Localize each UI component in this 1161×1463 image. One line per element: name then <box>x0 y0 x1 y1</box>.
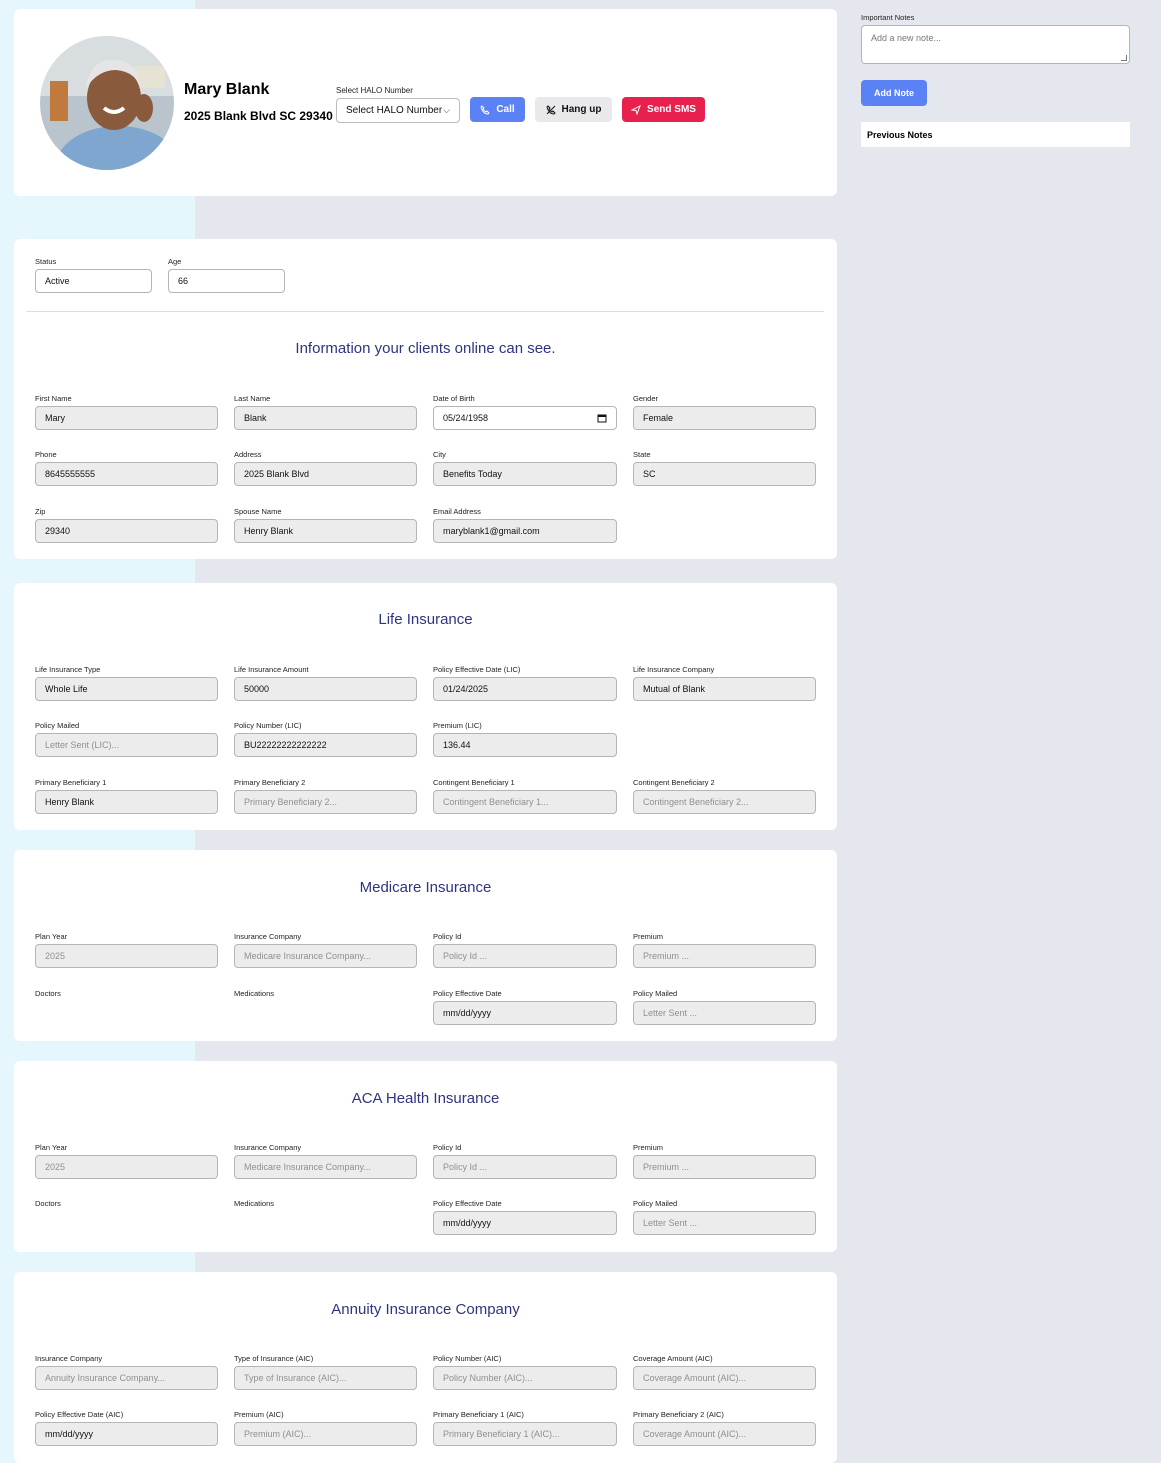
annuity-primary-beneficiary-1-field <box>433 1410 617 1446</box>
address-field <box>234 450 417 486</box>
aca-plan-year-field <box>35 1143 218 1179</box>
primary-beneficiary-1-label: Primary Beneficiary 1 <box>35 778 107 787</box>
calendar-icon[interactable] <box>597 413 607 423</box>
policy-mailed-lic-input[interactable]: Letter Sent (LIC)... <box>35 733 218 757</box>
medicare-doctors-label: Doctors <box>35 989 61 998</box>
aca-insurance-company-label: Insurance Company <box>234 1143 302 1152</box>
email-field <box>433 507 617 543</box>
aca-insurance-company-field <box>234 1143 417 1179</box>
medicare-plan-year-label: Plan Year <box>35 932 68 941</box>
aca-health-insurance-card <box>14 1061 837 1252</box>
first-name-label: First Name <box>35 394 72 403</box>
annuity-coverage-amount-field <box>633 1354 816 1390</box>
status-field <box>35 257 152 293</box>
annuity-coverage-amount-input[interactable]: Coverage Amount (AIC)... <box>633 1366 816 1390</box>
halo-number-label: Select HALO Number <box>336 86 413 95</box>
aca-premium-field <box>633 1143 816 1179</box>
aca-health-insurance-title: ACA Health Insurance <box>351 1090 500 1107</box>
last-name-field <box>234 394 417 430</box>
annuity-type-of-insurance-field <box>234 1354 417 1390</box>
resize-handle-icon[interactable] <box>1121 55 1127 61</box>
gender-label: Gender <box>633 394 659 403</box>
medicare-plan-year-field <box>35 932 218 968</box>
contingent-beneficiary-1-label: Contingent Beneficiary 1 <box>433 778 515 787</box>
aca-plan-year-label: Plan Year <box>35 1143 68 1152</box>
contingent-beneficiary-2-label: Contingent Beneficiary 2 <box>633 778 715 787</box>
annuity-primary-beneficiary-1-input[interactable]: Primary Beneficiary 1 (AIC)... <box>433 1422 617 1446</box>
first-name-input[interactable]: Mary <box>35 406 218 430</box>
annuity-insurance-title: Annuity Insurance Company <box>331 1301 520 1318</box>
annuity-coverage-amount-label: Coverage Amount (AIC) <box>633 1354 713 1363</box>
avatar <box>40 36 174 170</box>
annuity-policy-effective-date-label: Policy Effective Date (AIC) <box>35 1410 124 1419</box>
first-name-field <box>35 394 218 430</box>
gender-input[interactable]: Female <box>633 406 816 430</box>
annuity-primary-beneficiary-1-label: Primary Beneficiary 1 (AIC) <box>433 1410 524 1419</box>
address-label: Address <box>234 450 262 459</box>
annuity-primary-beneficiary-2-input[interactable]: Coverage Amount (AIC)... <box>633 1422 816 1446</box>
medicare-policy-mailed-field <box>633 989 816 1025</box>
call-button-label: Call <box>496 104 515 115</box>
city-field <box>433 450 617 486</box>
client-info-title: Information your clients online can see. <box>295 340 556 357</box>
annuity-insurance-company-field <box>35 1354 218 1390</box>
zip-label: Zip <box>35 507 46 516</box>
halo-number-select[interactable] <box>336 98 460 123</box>
medicare-premium-field <box>633 932 816 968</box>
annuity-premium-field <box>234 1410 417 1446</box>
primary-beneficiary-1-field <box>35 778 218 814</box>
state-input[interactable]: SC <box>633 462 816 486</box>
policy-number-lic-label: Policy Number (LIC) <box>234 721 302 730</box>
last-name-input[interactable]: Blank <box>234 406 417 430</box>
halo-number-selected-value: Select HALO Number <box>346 105 443 116</box>
annuity-type-of-insurance-input[interactable]: Type of Insurance (AIC)... <box>234 1366 417 1390</box>
life-insurance-company-input[interactable]: Mutual of Blank <box>633 677 816 701</box>
medicare-plan-year-input[interactable]: 2025 <box>35 944 218 968</box>
medicare-premium-input[interactable]: Premium ... <box>633 944 816 968</box>
annuity-policy-number-field <box>433 1354 617 1390</box>
life-insurance-amount-input[interactable]: 50000 <box>234 677 417 701</box>
aca-medications-label: Medications <box>234 1199 275 1208</box>
life-insurance-company-field <box>633 665 816 701</box>
contingent-beneficiary-2-input[interactable]: Contingent Beneficiary 2... <box>633 790 816 814</box>
aca-policy-effective-date-input[interactable]: mm/dd/yyyy <box>433 1211 617 1235</box>
note-textarea[interactable] <box>861 25 1130 64</box>
phone-icon <box>480 105 490 115</box>
annuity-type-of-insurance-label: Type of Insurance (AIC) <box>234 1354 314 1363</box>
state-field <box>633 450 816 486</box>
premium-lic-label: Premium (LIC) <box>433 721 482 730</box>
aca-premium-label: Premium <box>633 1143 664 1152</box>
annuity-policy-effective-date-field <box>35 1410 218 1446</box>
annuity-policy-number-label: Policy Number (AIC) <box>433 1354 502 1363</box>
add-note-button[interactable]: Add Note <box>861 80 927 106</box>
medicare-policy-mailed-input[interactable]: Letter Sent ... <box>633 1001 816 1025</box>
send-sms-button[interactable] <box>622 97 705 122</box>
date-of-birth-field <box>433 394 617 430</box>
medicare-medications-label: Medications <box>234 989 275 998</box>
policy-effective-date-lic-field <box>433 665 617 701</box>
date-of-birth-input[interactable] <box>433 406 617 430</box>
medicare-policy-mailed-label: Policy Mailed <box>633 989 678 998</box>
address-input[interactable]: 2025 Blank Blvd <box>234 462 417 486</box>
annuity-policy-number-input[interactable]: Policy Number (AIC)... <box>433 1366 617 1390</box>
aca-plan-year-input[interactable]: 2025 <box>35 1155 218 1179</box>
policy-effective-date-lic-input[interactable]: 01/24/2025 <box>433 677 617 701</box>
aca-doctors-label: Doctors <box>35 1199 61 1208</box>
aca-policy-id-input[interactable]: Policy Id ... <box>433 1155 617 1179</box>
life-insurance-company-label: Life Insurance Company <box>633 665 715 674</box>
annuity-insurance-company-input[interactable]: Annuity Insurance Company... <box>35 1366 218 1390</box>
medicare-insurance-title: Medicare Insurance <box>359 879 492 896</box>
zip-input[interactable]: 29340 <box>35 519 218 543</box>
contingent-beneficiary-2-field <box>633 778 816 814</box>
phone-label: Phone <box>35 450 57 459</box>
contingent-beneficiary-1-field <box>433 778 617 814</box>
policy-number-lic-field <box>234 721 417 757</box>
policy-number-lic-input[interactable]: BU22222222222222 <box>234 733 417 757</box>
contingent-beneficiary-1-input[interactable]: Contingent Beneficiary 1... <box>433 790 617 814</box>
aca-policy-mailed-input[interactable]: Letter Sent ... <box>633 1211 816 1235</box>
policy-mailed-lic-field <box>35 721 218 757</box>
spouse-name-field <box>234 507 417 543</box>
premium-lic-input[interactable]: 136.44 <box>433 733 617 757</box>
aca-policy-effective-date-label: Policy Effective Date <box>433 1199 502 1208</box>
annuity-policy-effective-date-input[interactable]: mm/dd/yyyy <box>35 1422 218 1446</box>
life-insurance-type-label: Life Insurance Type <box>35 665 101 674</box>
profile-card <box>14 9 837 196</box>
aca-policy-id-field <box>433 1143 617 1179</box>
age-input[interactable]: 66 <box>168 269 285 293</box>
client-address: 2025 Blank Blvd SC 29340 <box>184 109 333 123</box>
call-button[interactable] <box>470 97 525 122</box>
spouse-name-label: Spouse Name <box>234 507 282 516</box>
email-input[interactable]: maryblank1@gmail.com <box>433 519 617 543</box>
medicare-policy-effective-date-input[interactable]: mm/dd/yyyy <box>433 1001 617 1025</box>
note-placeholder: Add a new note... <box>871 33 942 43</box>
life-insurance-type-input[interactable]: Whole Life <box>35 677 218 701</box>
annuity-premium-label: Premium (AIC) <box>234 1410 284 1419</box>
date-of-birth-label: Date of Birth <box>433 394 475 403</box>
annuity-insurance-card <box>14 1272 837 1463</box>
phone-field <box>35 450 218 486</box>
chevron-down-icon: ⌵ <box>443 105 450 115</box>
client-info-card <box>14 239 837 559</box>
medicare-premium-label: Premium <box>633 932 664 941</box>
annuity-primary-beneficiary-2-label: Primary Beneficiary 2 (AIC) <box>633 1410 724 1419</box>
medicare-policy-id-field <box>433 932 617 968</box>
section-divider <box>26 311 824 312</box>
phone-input[interactable]: 8645555555 <box>35 462 218 486</box>
send-icon <box>631 105 641 115</box>
primary-beneficiary-2-field <box>234 778 417 814</box>
life-insurance-card <box>14 583 837 830</box>
client-name: Mary Blank <box>184 81 270 98</box>
date-of-birth-value: 05/24/1958 <box>443 413 489 423</box>
gender-field <box>633 394 816 430</box>
hang-up-button-label: Hang up <box>561 104 602 115</box>
medicare-policy-id-input[interactable]: Policy Id ... <box>433 944 617 968</box>
medicare-policy-effective-date-field <box>433 989 617 1025</box>
last-name-label: Last Name <box>234 394 271 403</box>
important-notes-label: Important Notes <box>861 13 915 22</box>
medicare-insurance-company-input[interactable]: Medicare Insurance Company... <box>234 944 417 968</box>
hang-up-button[interactable] <box>535 97 612 122</box>
annuity-insurance-company-label: Insurance Company <box>35 1354 103 1363</box>
spouse-name-input[interactable]: Henry Blank <box>234 519 417 543</box>
medicare-insurance-card <box>14 850 837 1041</box>
age-label: Age <box>168 257 182 266</box>
aca-insurance-company-input[interactable]: Medicare Insurance Company... <box>234 1155 417 1179</box>
zip-field <box>35 507 218 543</box>
life-insurance-amount-label: Life Insurance Amount <box>234 665 309 674</box>
state-label: State <box>633 450 651 459</box>
aca-policy-id-label: Policy Id <box>433 1143 462 1152</box>
annuity-primary-beneficiary-2-field <box>633 1410 816 1446</box>
aca-policy-mailed-label: Policy Mailed <box>633 1199 678 1208</box>
aca-policy-effective-date-field <box>433 1199 617 1235</box>
aca-premium-input[interactable]: Premium ... <box>633 1155 816 1179</box>
medicare-policy-id-label: Policy Id <box>433 932 462 941</box>
phone-off-icon <box>546 105 556 115</box>
policy-effective-date-lic-label: Policy Effective Date (LIC) <box>433 665 521 674</box>
status-input[interactable]: Active <box>35 269 152 293</box>
previous-notes-header: Previous Notes <box>861 122 1130 147</box>
life-insurance-title: Life Insurance <box>378 611 473 628</box>
policy-mailed-lic-label: Policy Mailed <box>35 721 80 730</box>
email-label: Email Address <box>433 507 481 516</box>
age-field <box>168 257 285 293</box>
status-label: Status <box>35 257 57 266</box>
city-input[interactable]: Benefits Today <box>433 462 617 486</box>
life-insurance-type-field <box>35 665 218 701</box>
premium-lic-field <box>433 721 617 757</box>
annuity-premium-input[interactable]: Premium (AIC)... <box>234 1422 417 1446</box>
primary-beneficiary-2-label: Primary Beneficiary 2 <box>234 778 306 787</box>
city-label: City <box>433 450 446 459</box>
medicare-insurance-company-field <box>234 932 417 968</box>
life-insurance-amount-field <box>234 665 417 701</box>
medicare-policy-effective-date-label: Policy Effective Date <box>433 989 502 998</box>
medicare-insurance-company-label: Insurance Company <box>234 932 302 941</box>
primary-beneficiary-2-input[interactable]: Primary Beneficiary 2... <box>234 790 417 814</box>
primary-beneficiary-1-input[interactable]: Henry Blank <box>35 790 218 814</box>
aca-policy-mailed-field <box>633 1199 816 1235</box>
send-sms-button-label: Send SMS <box>647 104 696 115</box>
